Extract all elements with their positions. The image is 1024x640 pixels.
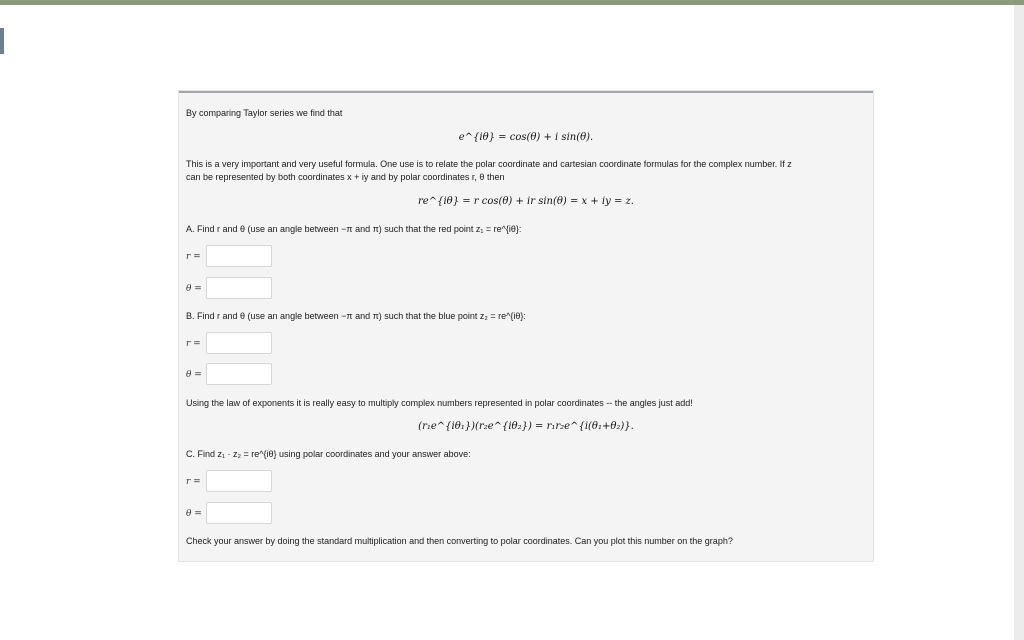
a-theta-input[interactable]	[206, 277, 272, 299]
para1-line1: This is a very important and very useful formula. One use is to relate the polar coordinate and cartesian coordinate formulas for the complex number. If z	[186, 159, 792, 169]
label-theta-c: θ =	[186, 509, 202, 519]
part-c-prompt: C. Find z₁ · z₂ = re^{iθ} using polar coordinates and your answer above:	[186, 449, 471, 459]
label-r-c: r =	[186, 477, 201, 487]
problem-panel	[178, 90, 874, 562]
para2-text: Using the law of exponents it is really easy to multiply complex numbers represented in polar coordinates -- the angles just add!	[186, 398, 693, 408]
side-tab	[0, 28, 4, 54]
euler-formula: e^{iθ} = cos(θ) + i sin(θ).	[458, 132, 594, 143]
window-right-edge	[1014, 5, 1024, 640]
part-a-prompt: A. Find r and θ (use an angle between −π and π) such that the red point z₁ = re^{iθ}:	[186, 224, 522, 234]
b-r-input[interactable]	[206, 332, 272, 354]
para1-line2: can be represented by both coordinates x + iy and by polar coordinates r, θ then	[186, 172, 505, 182]
c-r-input[interactable]	[206, 470, 272, 492]
polar-formula: re^{iθ} = r cos(θ) + ir sin(θ) = x + iy = z.	[418, 196, 634, 207]
label-r-a: r =	[186, 252, 201, 262]
intro-text: By comparing Taylor series we find that	[186, 108, 343, 118]
label-theta-a: θ =	[186, 284, 202, 294]
c-theta-input[interactable]	[206, 502, 272, 524]
b-theta-input[interactable]	[206, 363, 272, 385]
closing-text: Check your answer by doing the standard multiplication and then converting to polar coordinates. Can you plot this number on the graph?	[186, 536, 733, 546]
label-theta-b: θ =	[186, 370, 202, 380]
panel-top-border	[179, 91, 873, 93]
label-r-b: r =	[186, 339, 201, 349]
part-b-prompt: B. Find r and θ (use an angle between −π and π) such that the blue point z₂ = re^{iθ}:	[186, 311, 526, 321]
window-top-bar	[0, 0, 1024, 5]
a-r-input[interactable]	[206, 245, 272, 267]
product-formula: (r₁e^{iθ₁})(r₂e^{iθ₂}) = r₁r₂e^{i(θ₁+θ₂)}.	[418, 421, 634, 432]
